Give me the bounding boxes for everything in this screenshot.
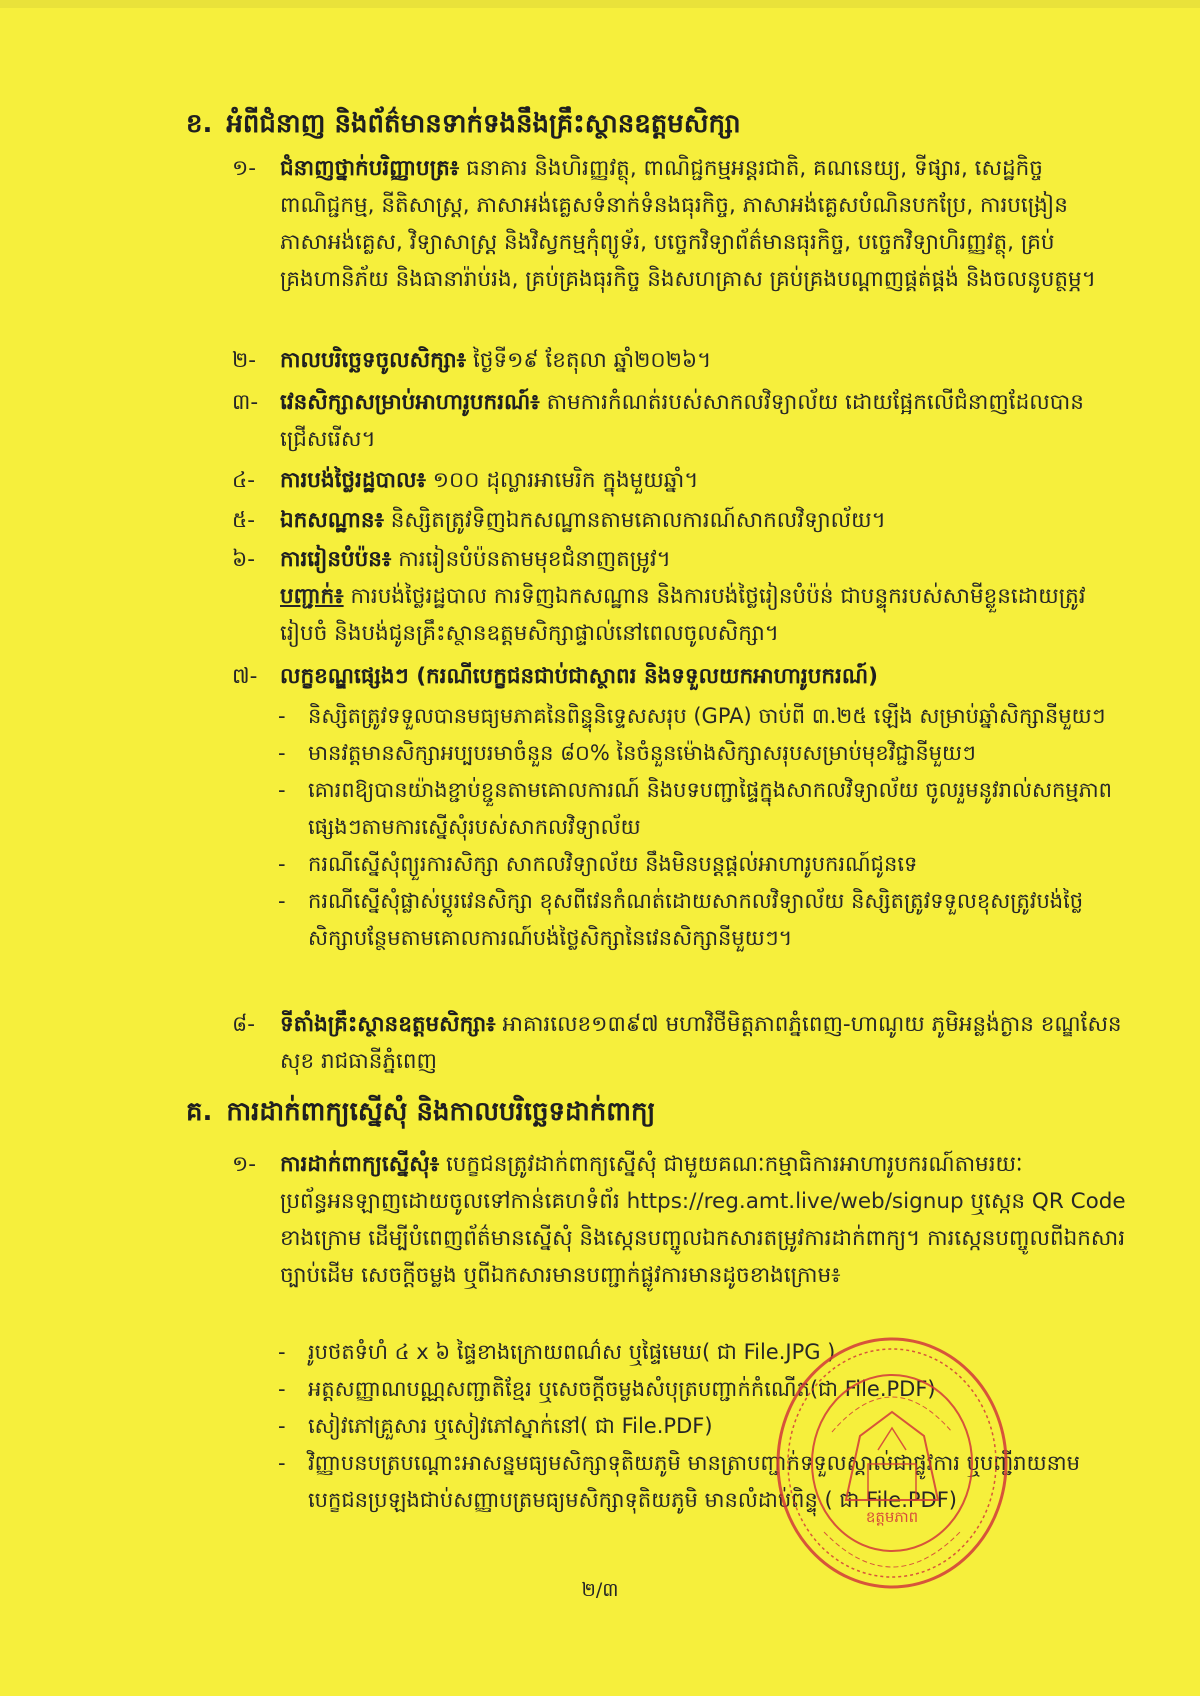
note-text: ការបង់ថ្លៃរដ្ឋបាល ការទិញឯកសណ្ឋាន និងការបង់ថ្លៃរៀនបំប៉ន់ ជាបន្ទុករបស់សាមីខ្លួនដោយត្រូវរៀបចំ និងបង់ជូនគ្រឹះស្ថានឧត្តមសិក្សាផ្ទាល់នៅពេលចូលសិក្សា។ bbox=[280, 584, 1086, 646]
item-7-label: លក្ខខណ្ឌផ្សេងៗ (ករណីបេក្ខជនជាប់ជាស្ថាពរ និងទទួលយកអាហារូបករណ៍) bbox=[280, 664, 878, 689]
seal-bottom-text: ឧត្តមភាព bbox=[865, 1508, 919, 1526]
list-item: - ករណីស្នើសុំផ្លាស់ប្តូរវេនសិក្សា ខុសពីវេនកំណត់ដោយសាកលវិទ្យាល័យ និស្សិតត្រូវទទួលខុសត្រូវបង់ថ្លៃសិក្សាបន្ថែមតាមគោលការណ៍បង់ថ្លៃសិក្សានៃវេនសិក្សានីមួយៗ។ bbox=[278, 889, 1084, 950]
item-2-number: ២- bbox=[232, 348, 257, 373]
application-item bbox=[232, 1146, 1128, 1294]
section-c-heading bbox=[186, 1092, 1126, 1132]
item-6-text: ការរៀនបំប៉នតាមមុខជំនាញតម្រូវ។ bbox=[391, 547, 671, 572]
item-7-number: ៧- bbox=[232, 664, 258, 689]
note bbox=[280, 578, 1128, 652]
list-item: - វិញ្ញាបនបត្របណ្តោះអាសន្នមធ្យមសិក្សាទុតិយភូមិ មានត្រាបញ្ជាក់ទទួលស្គាល់ជាផ្លូវការ ឬបញ្ជីរាយនាមបេក្ខជនប្រឡងជាប់សញ្ញាបត្រមធ្យមសិក្សាទុតិយភូមិ មានលំដាប់ពិន្ទុ ( ជា File.PDF) bbox=[278, 1451, 1080, 1512]
section-b-title: អំពីជំនាញ និងព័ត៌មានទាក់ទងនឹងគ្រឹះស្ថានឧត្តមសិក្សា bbox=[226, 109, 741, 139]
signup-link[interactable]: https://reg.amt.live/web/signup bbox=[626, 1189, 964, 1214]
list-item: - អត្តសញ្ញាណបណ្ណសញ្ជាតិខ្មែរ ឬសេចក្តីចម្លងសំបុត្របញ្ជាក់កំណើត(ជា File.PDF) bbox=[278, 1377, 936, 1401]
document-text: សៀវភៅគ្រួសារ ឬសៀវភៅស្នាក់នៅ( ជា File.PDF) bbox=[308, 1414, 713, 1438]
application-number: ១- bbox=[232, 1152, 257, 1177]
item-2-label: កាលបរិច្ឆេទចូលសិក្សា៖ bbox=[280, 348, 467, 373]
list-item: - ករណីស្នើសុំព្យួរការសិក្សា សាកលវិទ្យាល័យ នឹងមិនបន្តផ្តល់អាហារូបករណ៍ជូនទេ bbox=[278, 852, 918, 876]
item-4-number: ៤- bbox=[232, 468, 255, 493]
item-3-number: ៣- bbox=[232, 390, 259, 415]
item-5-text: និស្សិតត្រូវទិញឯកសណ្ឋានតាមគោលការណ៍សាកលវិទ្យាល័យ។ bbox=[383, 508, 886, 533]
item-8-text: អាគារលេខ១៣៩៧ មហាវិថីមិត្តភាពភ្នំពេញ-ហាណូយ ភូមិអន្លង់ក្ងាន ខណ្ឌសែនសុខ រាជធានីភ្នំពេញ bbox=[280, 1012, 1122, 1074]
item-1 bbox=[232, 150, 1128, 298]
item-6 bbox=[232, 541, 1128, 652]
official-seal-stamp bbox=[772, 1332, 1012, 1594]
note-label: បញ្ជាក់៖ bbox=[280, 584, 344, 609]
application-text-before: បេក្ខជនត្រូវដាក់ពាក្យស្នើសុំ ជាមួយគណៈកម្មាធិការអាហារូបករណ៍តាមរយៈប្រព័ន្ធអនឡាញដោយចូលទៅកាន់គេហទំព័រ bbox=[280, 1152, 1023, 1214]
list-item: - និស្សិតត្រូវទទួលបានមធ្យមភាគនៃពិន្ទុនិទ្ទេសសរុប (GPA) ចាប់ពី ៣.២៥ ឡើង សម្រាប់ឆ្នាំសិក្សានីមួយៗ bbox=[278, 704, 1106, 728]
item-8-label: ទីតាំងគ្រឹះស្ថានឧត្តមសិក្សា៖ bbox=[280, 1012, 496, 1037]
item-8-number: ៨- bbox=[232, 1012, 255, 1037]
condition-text: និស្សិតត្រូវទទួលបានមធ្យមភាគនៃពិន្ទុនិទ្ទេសសរុប (GPA) ចាប់ពី ៣.២៥ ឡើង សម្រាប់ឆ្នាំសិក្សានីមួយៗ bbox=[308, 704, 1106, 728]
item-6-label: ការរៀនបំប៉ន៖ bbox=[280, 547, 392, 572]
list-item: - មានវត្តមានសិក្សាអប្បបរមាចំនួន ៨០% នៃចំនួនម៉ោងសិក្សាសរុបសម្រាប់មុខវិជ្ជានីមួយៗ bbox=[278, 741, 976, 765]
item-5-number: ៥- bbox=[232, 508, 255, 533]
item-5-label: ឯកសណ្ឋាន៖ bbox=[280, 508, 384, 533]
item-3-text: តាមការកំណត់របស់សាកលវិទ្យាល័យ ដោយផ្អែកលើជំនាញដែលបានជ្រើសរើស។ bbox=[280, 390, 1084, 452]
item-1-number: ១- bbox=[232, 156, 257, 181]
section-b-heading bbox=[186, 104, 1126, 144]
document-text: រូបថតទំហំ ៤ x ៦ ផ្ទៃខាងក្រោយពណ៌ស ឬផ្ទៃមេឃ( ជា File.JPG ) bbox=[308, 1340, 836, 1364]
application-label: ការដាក់ពាក្យស្នើសុំ៖ bbox=[280, 1152, 440, 1177]
item-1-label: ជំនាញថ្នាក់បរិញ្ញាបត្រ៖ bbox=[280, 156, 460, 181]
item-4-label: ការបង់ថ្លៃរដ្ឋបាល៖ bbox=[280, 468, 426, 493]
item-3-label: វេនសិក្សាសម្រាប់អាហារូបករណ៍៖ bbox=[280, 390, 540, 415]
document-text: វិញ្ញាបនបត្របណ្តោះអាសន្នមធ្យមសិក្សាទុតិយភូមិ មានត្រាបញ្ជាក់ទទួលស្គាល់ជាផ្លូវការ ឬបញ្ជីរាយនាមបេក្ខជនប្រឡងជាប់សញ្ញាបត្រមធ្យមសិក្សាទុតិយភូមិ មានលំដាប់ពិន្ទុ ( ជា File.PDF) bbox=[308, 1451, 1080, 1512]
list-item: - គោរពឱ្យបានយ៉ាងខ្ជាប់ខ្ជួនតាមគោលការណ៍ និងបទបញ្ជាផ្ទៃក្នុងសាកលវិទ្យាល័យ ចូលរួមនូវរាល់សកម្មភាពផ្សេងៗតាមការស្នើសុំរបស់សាកលវិទ្យាល័យ bbox=[278, 778, 1112, 839]
list-item: - សៀវភៅគ្រួសារ ឬសៀវភៅស្នាក់នៅ( ជា File.PDF) bbox=[278, 1414, 713, 1438]
item-4-text: ១០០ ដុល្លារអាមេរិក ក្នុងមួយឆ្នាំ។ bbox=[425, 468, 699, 493]
page-number: ២/៣ bbox=[581, 1579, 619, 1601]
item-1-text: ធនាគារ និងហិរញ្ញវត្ថុ, ពាណិជ្ជកម្មអន្តរជាតិ, គណនេយ្យ, ទីផ្សារ, សេដ្ឋកិច្ចពាណិជ្ជកម្ម, នីតិសាស្ត្រ, ភាសាអង់គ្លេសទំនាក់ទំនងធុរកិច្ច, ភាសាអង់គ្លេសបំណិនបកប្រែ, ការបង្រៀនភាសាអង់គ្លេស, វិទ្យាសាស្ត្រ និងវិស្វកម្មកុំព្យូទ័រ, បច្ចេកវិទ្យាព័ត៌មានធុរកិច្ច, បច្ចេកវិទ្យាហិរញ្ញវត្ថុ, គ្រប់គ្រងហានិភ័យ និងធានារ៉ាប់រង, គ្រប់គ្រងធុរកិច្ច និងសហគ្រាស គ្រប់គ្រងបណ្តាញផ្គត់ផ្គង់ និងចលនូបត្ថម្ភ។ bbox=[280, 156, 1096, 292]
item-3 bbox=[232, 384, 1128, 458]
item-8 bbox=[232, 1006, 1128, 1080]
condition-text: មានវត្តមានសិក្សាអប្បបរមាចំនួន ៨០% នៃចំនួនម៉ោងសិក្សាសរុបសម្រាប់មុខវិជ្ជានីមួយៗ bbox=[308, 741, 976, 765]
section-b-letter: ខ. bbox=[186, 109, 213, 139]
condition-text: ករណីស្នើសុំព្យួរការសិក្សា សាកលវិទ្យាល័យ នឹងមិនបន្តផ្តល់អាហារូបករណ៍ជូនទេ bbox=[308, 852, 918, 876]
item-6-number: ៦- bbox=[232, 547, 255, 572]
list-item: - រូបថតទំហំ ៤ x ៦ ផ្ទៃខាងក្រោយពណ៌ស ឬផ្ទៃមេឃ( ជា File.JPG ) bbox=[278, 1340, 836, 1364]
top-edge bbox=[0, 0, 1200, 8]
conditions-list bbox=[278, 698, 1128, 957]
condition-text: ករណីស្នើសុំផ្លាស់ប្តូរវេនសិក្សា ខុសពីវេនកំណត់ដោយសាកលវិទ្យាល័យ និស្សិតត្រូវទទួលខុសត្រូវបង់ថ្លៃសិក្សាបន្ថែមតាមគោលការណ៍បង់ថ្លៃសិក្សានៃវេនសិក្សានីមួយៗ។ bbox=[308, 889, 1084, 950]
document-text: អត្តសញ្ញាណបណ្ណសញ្ជាតិខ្មែរ ឬសេចក្តីចម្លងសំបុត្របញ្ជាក់កំណើត(ជា File.PDF) bbox=[308, 1377, 936, 1401]
item-2-text: ថ្ងៃទី១៩ ខែតុលា ឆ្នាំ២០២៦។ bbox=[466, 348, 712, 373]
application-text-after: ឬស្កេន QR Code ខាងក្រោម ដើម្បីបំពេញព័ត៌មានស្នើសុំ និងស្កេនបញ្ចូលឯកសារតម្រូវការដាក់ពាក្យ។ ការស្កេនបញ្ចូលពីឯកសារច្បាប់ដើម សេចក្តីចម្លង ឬពីឯកសារមានបញ្ជាក់ផ្លូវការមានដូចខាងក្រោម៖ bbox=[280, 1189, 1126, 1288]
section-c-title: ការដាក់ពាក្យស្នើសុំ និងកាលបរិច្ឆេទដាក់ពាក្យ bbox=[226, 1097, 656, 1127]
item-2 bbox=[232, 342, 1128, 379]
condition-text: គោរពឱ្យបានយ៉ាងខ្ជាប់ខ្ជួនតាមគោលការណ៍ និងបទបញ្ជាផ្ទៃក្នុងសាកលវិទ្យាល័យ ចូលរួមនូវរាល់សកម្មភាពផ្សេងៗតាមការស្នើសុំរបស់សាកលវិទ្យាល័យ bbox=[308, 778, 1112, 839]
section-c-letter: គ. bbox=[186, 1097, 213, 1127]
item-5 bbox=[232, 502, 1128, 539]
item-4 bbox=[232, 462, 1128, 499]
item-7 bbox=[232, 658, 1128, 695]
